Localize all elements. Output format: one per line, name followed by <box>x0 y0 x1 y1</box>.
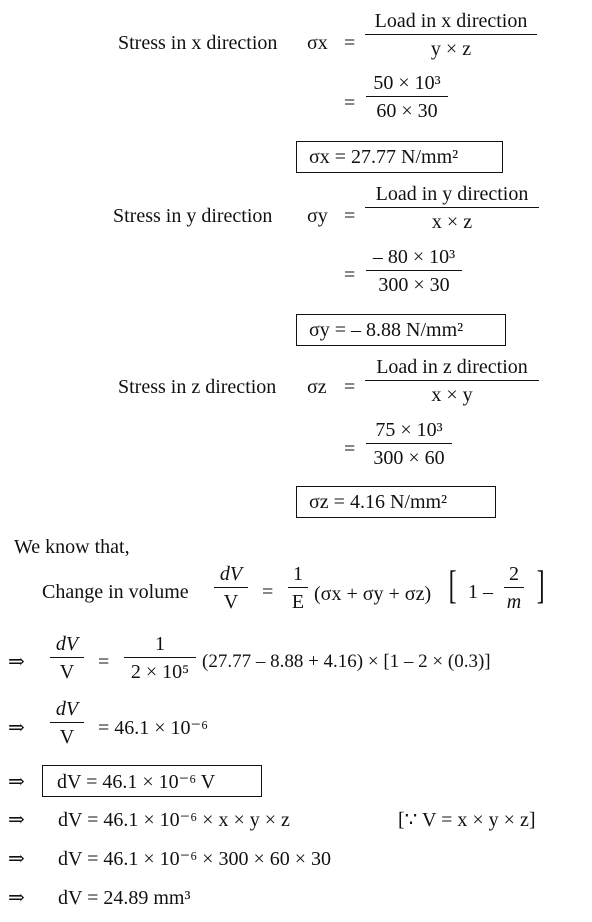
left-bracket-icon: [ <box>448 562 457 607</box>
stress-x-symbol: σx <box>307 32 328 54</box>
stress-x-equals-2: = <box>344 92 356 114</box>
stress-x-equals: = <box>344 32 356 54</box>
step1-lhs-fraction <box>50 634 84 682</box>
stress-z-equals-2: = <box>344 438 356 460</box>
step3-text: dV = 46.1 × 10⁻⁶ V <box>57 771 216 793</box>
stress-y-sub-numerator: – 80 × 10³ <box>372 246 456 268</box>
step1-rest: (27.77 – 8.88 + 4.16) × [1 – 2 × (0.3)] <box>202 651 491 672</box>
step4-text: dV = 46.1 × 10⁻⁶ × x × y × z <box>58 809 290 831</box>
stress-y-result: σy = – 8.88 N/mm² <box>309 319 464 341</box>
stress-x-result: σx = 27.77 N/mm² <box>309 146 459 168</box>
step5-text: dV = 46.1 × 10⁻⁶ × 300 × 60 × 30 <box>58 848 332 870</box>
volume-label: Change in volume <box>42 581 189 603</box>
stress-x-result-box <box>296 141 503 173</box>
right-bracket-icon: ] <box>536 562 545 607</box>
stress-y-label: Stress in y direction <box>113 205 273 227</box>
stress-y-denominator: x × z <box>365 207 539 232</box>
implies-icon-6: ⇒ <box>8 887 25 909</box>
volume-bracket-denominator: m <box>504 587 524 612</box>
volume-coef-fraction <box>288 564 308 612</box>
volume-lhs-denominator: V <box>214 587 248 612</box>
stress-x-sub-fraction <box>366 73 448 121</box>
stress-x-denominator: y × z <box>365 34 537 59</box>
stress-y-numerator: Load in y direction <box>375 183 529 205</box>
stress-z-symbol: σz <box>307 376 327 398</box>
stress-x-label: Stress in x direction <box>118 32 278 54</box>
volume-lhs-fraction <box>214 564 248 612</box>
stress-y-sub-fraction <box>366 247 462 295</box>
stress-y-equals-2: = <box>344 264 356 286</box>
volume-bracket-fraction <box>504 564 524 612</box>
stress-z-sub-fraction <box>366 420 452 468</box>
volume-bracket-numerator: 2 <box>509 563 519 585</box>
stress-z-numerator: Load in z direction <box>376 356 528 378</box>
step2-lhs-numerator: dV <box>55 698 79 720</box>
implies-icon-3: ⇒ <box>8 771 25 793</box>
stress-z-denominator: x × y <box>365 380 539 405</box>
stress-x-numerator: Load in x direction <box>374 10 528 32</box>
stress-z-sub-denominator: 300 × 60 <box>366 443 452 468</box>
implies-icon-1: ⇒ <box>8 651 25 673</box>
stress-y-equals: = <box>344 205 356 227</box>
stress-x-sub-denominator: 60 × 30 <box>366 96 448 121</box>
implies-icon-4: ⇒ <box>8 809 25 831</box>
stress-z-fraction <box>365 357 539 405</box>
implies-icon-2: ⇒ <box>8 717 25 739</box>
stress-z-label: Stress in z direction <box>118 376 277 398</box>
step2-lhs-fraction <box>50 699 84 747</box>
step3-result-box <box>42 765 262 797</box>
stress-y-result-box <box>296 314 506 346</box>
step1-lhs-numerator: dV <box>55 633 79 655</box>
implies-icon-5: ⇒ <box>8 848 25 870</box>
step1-lhs-denominator: V <box>50 657 84 682</box>
volume-coef-numerator: 1 <box>293 563 303 585</box>
stress-z-equals: = <box>344 376 356 398</box>
step6-text: dV = 24.89 mm³ <box>58 887 191 909</box>
we-know-that: We know that, <box>14 536 130 558</box>
step1-equals: = <box>98 651 110 673</box>
volume-coef-denominator: E <box>288 587 308 612</box>
stress-x-sub-numerator: 50 × 10³ <box>373 72 441 94</box>
step2-rhs: = 46.1 × 10⁻⁶ <box>98 717 209 739</box>
step1-coef-numerator: 1 <box>155 633 165 655</box>
stress-y-fraction <box>365 184 539 232</box>
step1-coef-fraction <box>124 634 196 682</box>
step4-note: [∵ V = x × y × z] <box>398 809 536 831</box>
step2-lhs-denominator: V <box>50 722 84 747</box>
stress-x-fraction <box>365 11 537 59</box>
volume-lhs-numerator: dV <box>219 563 243 585</box>
stress-z-result: σz = 4.16 N/mm² <box>309 491 448 513</box>
stress-z-sub-numerator: 75 × 10³ <box>375 419 443 441</box>
stress-y-symbol: σy <box>307 205 328 227</box>
volume-bracket-one: 1 – <box>468 581 493 603</box>
step1-coef-denominator: 2 × 10⁵ <box>124 657 196 682</box>
stress-y-sub-denominator: 300 × 30 <box>366 270 462 295</box>
volume-equals: = <box>262 581 274 603</box>
stress-z-result-box <box>296 486 496 518</box>
volume-sum: (σx + σy + σz) <box>314 583 432 605</box>
